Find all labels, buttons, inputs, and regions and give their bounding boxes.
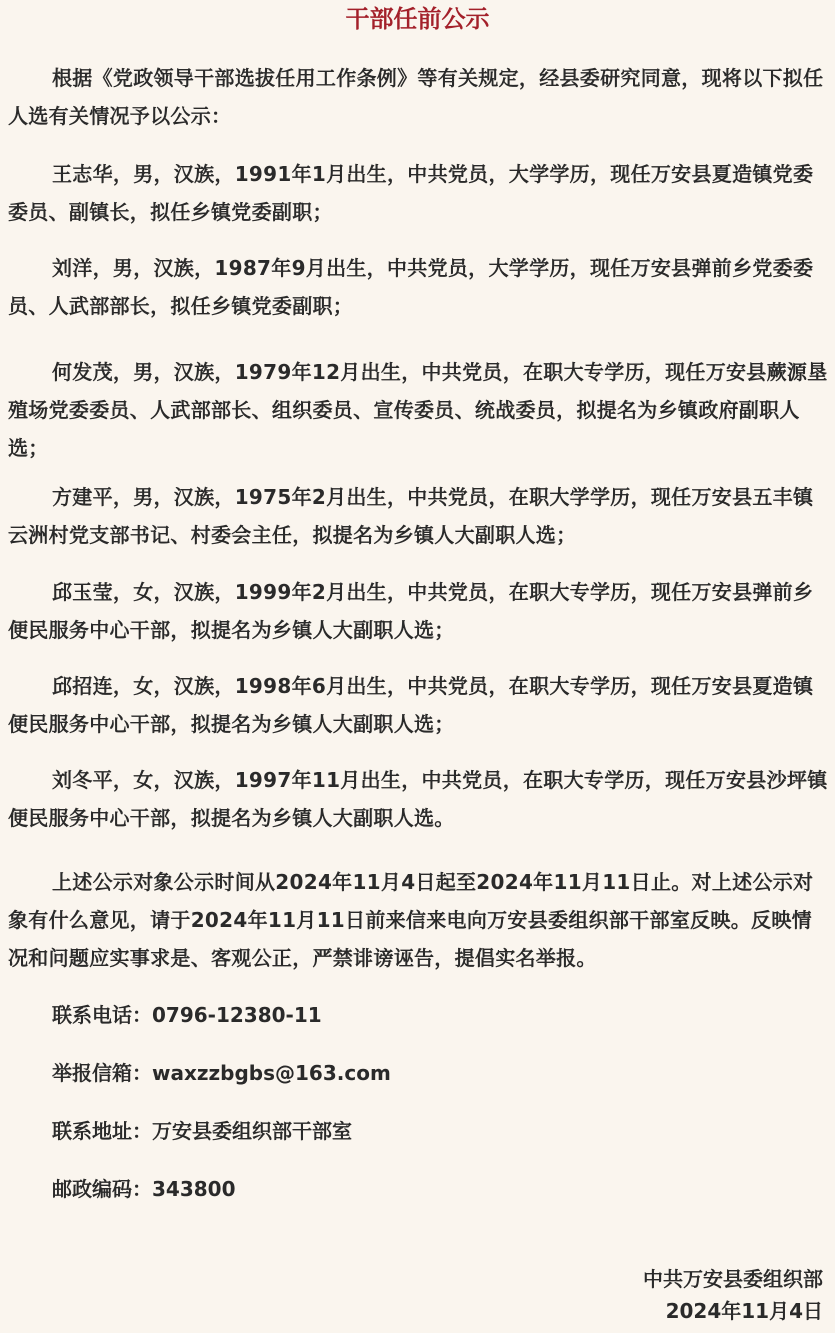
signature-date: 2024年11月4日 [665, 1299, 823, 1323]
contact-email: 举报信箱：waxzzbgbs@163.com [52, 1061, 391, 1085]
contact-address: 联系地址：万安县委组织部干部室 [52, 1119, 352, 1143]
candidate-paragraph: 刘洋，男，汉族，1987年9月出生，中共党员，大学学历，现任万安县弹前乡党委委员、人武部部长，拟任乡镇党委副职； [8, 256, 814, 318]
candidate-paragraph: 刘冬平，女，汉族，1997年11月出生，中共党员，在职大专学历，现任万安县沙坪镇便民服务中心干部，拟提名为乡镇人大副职人选。 [8, 768, 828, 830]
candidate-paragraph: 邱玉莹，女，汉族，1999年2月出生，中共党员，在职大专学历，现任万安县弹前乡便民服务中心干部，拟提名为乡镇人大副职人选； [8, 580, 814, 642]
page-title: 干部任前公示 [345, 5, 490, 33]
notice-paragraph: 上述公示对象公示时间从2024年11月4日起至2024年11月11日止。对上述公示对象有什么意见，请于2024年11月11日前来信来电向万安县委组织部干部室反映。反映情况和问题应实事求是、客观公正，严禁诽谤诬告，提倡实名举报。 [8, 870, 814, 970]
contact-postcode: 邮政编码：343800 [52, 1177, 236, 1201]
signature-org: 中共万安县委组织部 [643, 1267, 823, 1291]
candidate-paragraph: 王志华，男，汉族，1991年1月出生，中共党员，大学学历，现任万安县夏造镇党委委员、副镇长，拟任乡镇党委副职； [8, 162, 814, 224]
candidate-paragraph: 何发茂，男，汉族，1979年12月出生，中共党员，在职大专学历，现任万安县蕨源垦殖场党委委员、人武部部长、组织委员、宣传委员、统战委员，拟提名为乡镇政府副职人选； [8, 360, 828, 460]
candidate-paragraph: 邱招连，女，汉族，1998年6月出生，中共党员，在职大专学历，现任万安县夏造镇便民服务中心干部，拟提名为乡镇人大副职人选； [8, 674, 814, 736]
contact-phone: 联系电话：0796-12380-11 [52, 1003, 322, 1027]
candidate-paragraph: 方建平，男，汉族，1975年2月出生，中共党员，在职大学学历，现任万安县五丰镇云洲村党支部书记、村委会主任，拟提名为乡镇人大副职人选； [8, 485, 814, 547]
intro-paragraph: 根据《党政领导干部选拔任用工作条例》等有关规定，经县委研究同意，现将以下拟任人选有关情况予以公示： [8, 66, 824, 128]
